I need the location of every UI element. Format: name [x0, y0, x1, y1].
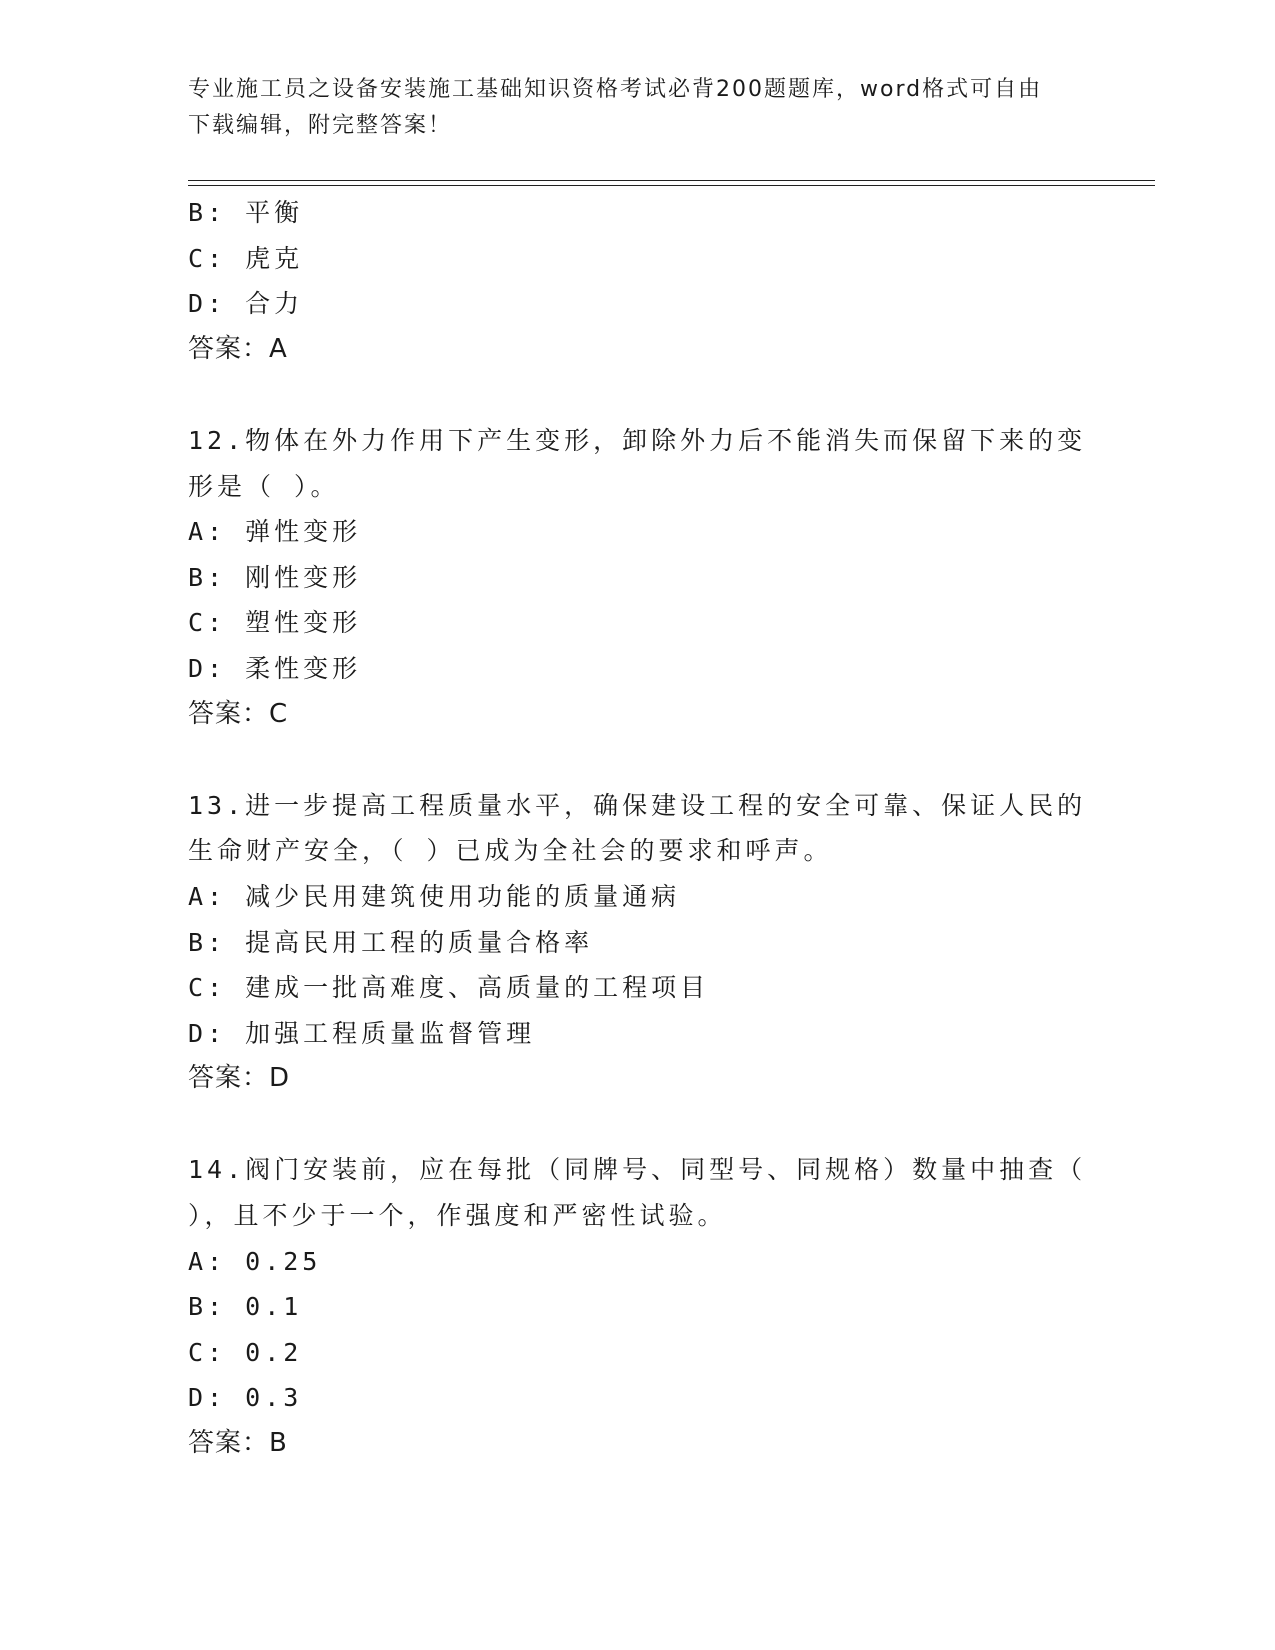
option-a: A: 0.25	[188, 1246, 322, 1276]
option-a: A: 弹性变形	[188, 517, 362, 547]
option-b: B: 提高民用工程的质量合格率	[188, 927, 594, 957]
option-d: D: 柔性变形	[188, 653, 362, 683]
option-b: B: 平衡	[188, 198, 304, 227]
question-stem-line: ），且不少于一个，作强度和严密性试验。	[188, 1201, 727, 1231]
option-b: B: 刚性变形	[188, 562, 362, 592]
header-divider-top	[188, 180, 1155, 181]
question-11-partial	[188, 190, 1088, 372]
option-c: C: 塑性变形	[188, 608, 362, 638]
answer: 答案：B	[188, 1428, 288, 1459]
answer: 答案：A	[188, 333, 288, 364]
spacer	[188, 372, 1088, 418]
document-header	[188, 72, 1088, 144]
question-stem-line: 生命财产安全，（ ）已成为全社会的要求和呼声。	[188, 836, 833, 866]
option-d: D: 0.3	[188, 1383, 303, 1413]
option-d: D: 加强工程质量监督管理	[188, 1018, 536, 1048]
question-list	[188, 190, 1088, 1467]
header-line-2: 下载编辑，附完整答案！	[188, 113, 453, 138]
header-line-1: 专业施工员之设备安装施工基础知识资格考试必背200题题库，word格式可自由	[188, 77, 1043, 102]
header-divider-bottom	[188, 185, 1155, 186]
option-b: B: 0.1	[188, 1292, 303, 1322]
question-stem-line: 形是（ ）。	[188, 471, 340, 501]
spacer	[188, 737, 1088, 783]
question-12	[188, 418, 1088, 737]
option-a: A: 减少民用建筑使用功能的质量通病	[188, 881, 681, 911]
question-14	[188, 1147, 1088, 1466]
option-d: D: 合力	[188, 289, 304, 319]
question-stem-line: 13.进一步提高工程质量水平，确保建设工程的安全可靠、保证人民的	[188, 790, 1087, 820]
question-13	[188, 783, 1088, 1102]
spacer	[188, 1102, 1088, 1148]
question-stem-line: 12.物体在外力作用下产生变形，卸除外力后不能消失而保留下来的变	[188, 425, 1087, 455]
option-c: C: 0.2	[188, 1337, 303, 1367]
option-c: C: 建成一批高难度、高质量的工程项目	[188, 973, 710, 1003]
answer: 答案：D	[188, 1063, 291, 1094]
answer: 答案：C	[188, 698, 289, 729]
option-c: C: 虎克	[188, 243, 304, 273]
question-stem-line: 14.阀门安装前，应在每批（同牌号、同型号、同规格）数量中抽查（	[188, 1155, 1087, 1185]
